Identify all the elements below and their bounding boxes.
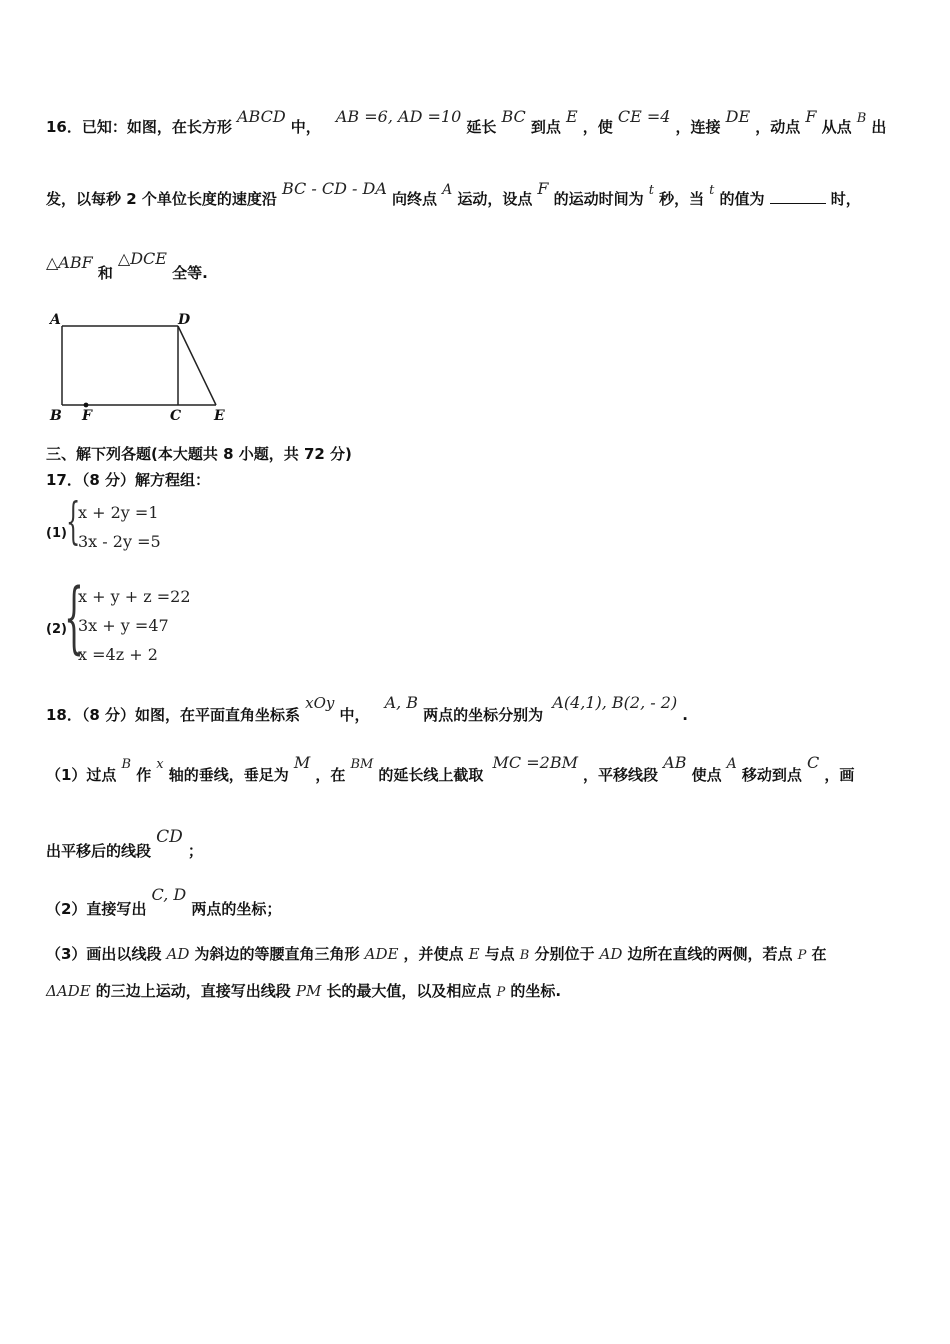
q18-line1 [46,692,688,724]
math-ce: CE =4 [617,107,671,126]
text: 边所在直线的两侧，若点 [627,945,793,963]
math-p: P [496,985,506,1000]
q17-p2-eq1: x + y + z =22 [78,587,191,606]
label-d: D [178,312,191,328]
math-p: P [797,948,807,963]
text: 延长 [466,118,497,136]
text: 出平移后的线段 [46,842,152,860]
math-b: B [121,757,132,772]
text: ，画 [824,766,855,784]
q17-p1-eq1: x + 2y =1 [78,503,159,522]
math-t: t [709,183,715,198]
q18-sub1-line2 [46,826,203,860]
math-triangle-dce: △DCE [117,249,167,268]
text: 18．（8 分）如图，在平面直角坐标系 [46,706,301,724]
text: ，使 [582,118,613,136]
label-c: C [170,408,182,424]
math-triangle-ade: ΔADE [46,982,91,1000]
text: 的运动时间为 [553,190,644,208]
text: 与点 [484,945,515,963]
q17-p2-eq3: x =4z + 2 [78,645,158,664]
text: 的坐标. [510,982,562,1000]
math-bm: BM [350,757,374,772]
text: 和 [97,264,113,282]
q17-p2-eq2: 3x + y =47 [78,616,169,635]
text: 秒，当 [659,190,705,208]
math-triangle-abf: △ABF [46,253,93,272]
text: ，动点 [755,118,801,136]
left-brace: { [64,573,84,663]
math-ad: AD [166,945,190,963]
text: 出 [871,118,887,136]
text: 的延长线上截取 [378,766,484,784]
q17-part1-label: (1) [46,526,67,541]
q18-sub1-line1 [46,752,855,784]
text: 的三边上运动，直接写出线段 [95,982,291,1000]
text: ，连接 [675,118,721,136]
text: 轴的垂线，垂足为 [168,766,289,784]
left-brace: { [66,492,81,550]
text: 从点 [821,118,852,136]
text: 全等. [172,264,208,282]
answer-blank[interactable] [770,189,826,204]
math-f: F [805,107,817,126]
math-de: DE [725,107,751,126]
q18-sub2 [46,884,282,918]
math-ab-ad: AB =6, AD =10 [335,107,462,126]
q17-p1-eq2: 3x - 2y =5 [78,532,161,551]
q17-part2-label: (2) [46,622,67,637]
rectangle-figure [44,308,244,426]
label-a: A [50,312,61,328]
math-e: E [565,107,578,126]
math-cd: CD [156,827,183,847]
math-c-d: C, D [151,885,187,904]
q16-line1 [46,106,887,136]
q16-number-text: 16．已知：如图，在长方形 [46,118,232,136]
text: 为斜边的等腰直角三角形 [194,945,360,963]
math-c: C [807,753,820,772]
math-x: x [156,757,164,772]
text: （1）过点 [46,766,117,784]
q16-line2 [46,178,861,208]
text: 两点的坐标； [191,900,282,918]
math-b: B [856,111,867,126]
math-pm: PM [295,982,322,1000]
q18-sub3-line1 [46,943,826,964]
math-m: M [293,753,311,772]
edge-de [178,326,216,405]
q16-line3 [46,249,208,282]
math-f: F [537,179,549,198]
text: ； [187,842,203,860]
math-e: E [468,945,480,963]
math-a: A [442,182,453,198]
text: . [682,706,688,724]
text: 作 [136,766,152,784]
text: 发，以每秒 2 个单位长度的速度沿 [46,190,277,208]
text: （2）直接写出 [46,900,147,918]
math-bc: BC [501,107,526,126]
label-e: E [214,408,225,424]
math-a: A [726,756,737,772]
point-f [84,403,89,408]
q17-title: 17．（8 分）解方程组： [46,471,211,489]
text: ，并使点 [403,945,464,963]
text: 两点的坐标分别为 [423,706,544,724]
text: 使点 [691,766,722,784]
text: 分别位于 [534,945,595,963]
text: 运动，设点 [457,190,533,208]
math-ab: AB [663,753,687,772]
math-mc: MC =2BM [492,753,578,772]
text: 向终点 [391,190,437,208]
label-b: B [50,408,62,424]
label-f: F [82,408,92,424]
q18-sub3-line2 [46,980,561,1001]
math-b: B [519,948,530,963]
math-coords: A(4,1), B(2, - 2) [552,693,678,712]
text: ，在 [315,766,346,784]
math-path: BC - CD - DA [281,179,387,198]
text: 时， [830,190,861,208]
text: 长的最大值，以及相应点 [326,982,492,1000]
math-t: t [648,183,654,198]
text: ，平移线段 [583,766,659,784]
section-heading: 三、解下列各题(本大题共 8 小题，共 72 分) [46,445,352,463]
text: （3）画出以线段 [46,945,162,963]
math-ade: ADE [364,945,399,963]
text: 的值为 [719,190,765,208]
math-ab: A, B [384,693,419,712]
text: 移动到点 [741,766,802,784]
math-xoy: xOy [305,694,335,712]
text: 在 [811,945,827,963]
text: 到点 [530,118,561,136]
math-abcd: ABCD [236,107,286,126]
text: 中， [339,706,370,724]
text: 中， [290,118,321,136]
math-ad: AD [599,945,623,963]
